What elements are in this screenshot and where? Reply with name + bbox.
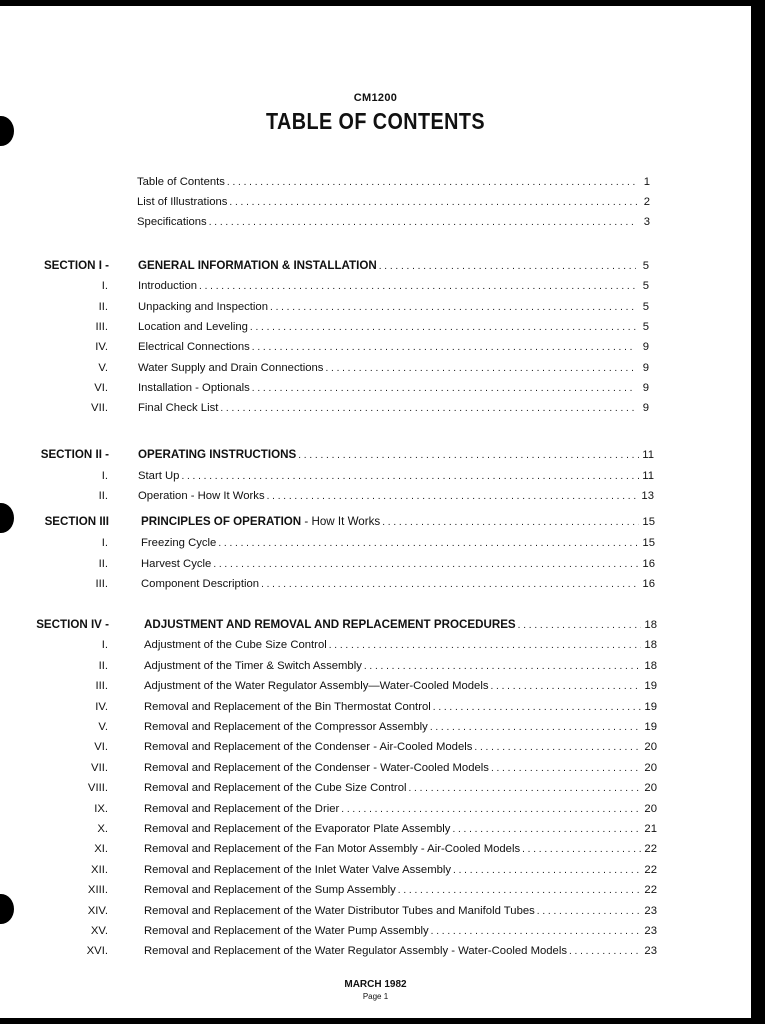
toc-row	[0, 319, 751, 335]
entry-title-text: Removal and Replacement of the Fan Motor Assembly - Air-Cooled Models	[144, 843, 521, 856]
toc-page-number: 20	[644, 761, 657, 774]
leader-dots	[270, 300, 636, 316]
toc-entry	[138, 258, 649, 274]
leader-dots	[431, 924, 642, 940]
toc-page-number: 15	[642, 536, 655, 549]
leader-dots	[229, 195, 637, 211]
entry-title-text: Removal and Replacement of the Drier	[144, 802, 340, 815]
toc-row	[0, 719, 751, 735]
toc-entry	[137, 214, 650, 230]
section-title	[141, 514, 380, 530]
toc-row	[0, 801, 751, 817]
section-label: SECTION I -	[43, 259, 109, 272]
toc-entry-title	[138, 360, 323, 376]
leader-dots	[252, 381, 636, 397]
item-number: VII.	[91, 402, 108, 415]
item-number: VI.	[94, 741, 108, 754]
toc-entry	[144, 760, 657, 776]
toc-row	[0, 841, 751, 857]
toc-page-number: 9	[642, 361, 649, 374]
toc-row	[0, 658, 751, 674]
toc-entry	[141, 535, 655, 551]
leader-dots	[430, 720, 642, 736]
toc-entry	[144, 637, 657, 653]
leader-dots	[218, 536, 639, 552]
entry-title-text: Operation - How It Works	[138, 490, 265, 502]
leader-dots	[250, 320, 636, 336]
item-number: II.	[98, 659, 108, 672]
leader-dots	[267, 489, 639, 505]
leader-dots	[522, 842, 641, 858]
leader-dots	[329, 638, 642, 654]
toc-entry	[138, 400, 649, 416]
toc-row	[0, 468, 751, 484]
toc-page-number: 22	[644, 863, 657, 876]
toc-entry	[138, 380, 649, 396]
toc-page-number: 5	[642, 320, 649, 333]
toc-entry	[144, 780, 657, 796]
toc-entry-title	[144, 719, 428, 735]
leader-dots	[433, 700, 642, 716]
toc-entry-title: Table of Contents	[137, 176, 225, 188]
entry-title-text: Adjustment of the Water Regulator Assembly—Water-Cooled Models	[144, 680, 489, 693]
toc-entry-title	[138, 339, 250, 355]
entry-title-text: Final Check List	[138, 402, 219, 415]
item-number: II.	[98, 300, 108, 313]
toc-entry	[138, 319, 649, 335]
leader-dots	[213, 557, 639, 573]
toc-entry-title	[144, 841, 520, 857]
toc-entry-title: List of Illustrations	[137, 196, 228, 208]
toc-entry	[144, 617, 657, 633]
toc-page-number: 21	[644, 823, 657, 835]
toc-entry-title	[144, 760, 489, 776]
toc-page-number: 19	[644, 680, 657, 693]
item-number: I.	[101, 469, 108, 482]
section-label: SECTION IV -	[36, 618, 109, 631]
toc-row	[0, 903, 751, 919]
entry-title-text: Freezing Cycle	[141, 536, 217, 549]
toc-entry-title	[138, 400, 218, 416]
toc-entry	[141, 556, 655, 572]
leader-dots	[408, 781, 641, 797]
item-number: V.	[98, 721, 108, 733]
toc-page-number: 11	[642, 469, 654, 482]
entry-title-text: Removal and Replacement of the Bin Thermostat Control	[144, 700, 431, 713]
toc-entry-title	[144, 658, 362, 674]
toc-entry-title	[144, 739, 472, 755]
toc-entry-title	[144, 678, 489, 694]
leader-dots	[181, 469, 639, 485]
entry-title-text: Start Up	[138, 469, 180, 482]
toc-entry	[138, 468, 654, 484]
toc-entry-title	[138, 299, 268, 315]
item-number: V.	[98, 361, 108, 374]
entry-title-text: GENERAL INFORMATION & INSTALLATION	[138, 259, 377, 272]
leader-dots	[382, 515, 639, 531]
toc-entry	[144, 801, 657, 817]
entry-title-text: Harvest Cycle	[141, 557, 212, 570]
entry-title-text: Removal and Replacement of the Evaporator Plate Assembly	[144, 823, 451, 835]
toc-entry-title	[141, 535, 216, 551]
toc-entry-title	[144, 862, 451, 878]
toc-page-number: 5	[642, 280, 649, 293]
toc-entry	[138, 339, 649, 355]
toc-row	[0, 488, 751, 504]
leader-dots	[227, 175, 637, 191]
entry-title-text: PRINCIPLES OF OPERATION	[141, 515, 302, 528]
toc-section-row	[0, 447, 751, 463]
item-number: XII.	[91, 863, 108, 876]
toc-entry-title	[141, 576, 259, 592]
toc-row	[0, 339, 751, 355]
toc-entry-title	[144, 923, 429, 939]
section-label: SECTION III	[44, 515, 109, 528]
entry-title-text: Removal and Replacement of the Inlet Water Valve Assembly	[144, 863, 452, 876]
toc-row	[0, 739, 751, 755]
toc-row	[0, 923, 751, 939]
toc-row	[0, 760, 751, 776]
toc-entry-title	[138, 319, 248, 335]
entry-title-text: Adjustment of the Timer & Switch Assembly	[144, 659, 362, 672]
toc-page-number: 5	[642, 300, 649, 313]
toc-entry	[138, 488, 654, 504]
item-number: I.	[101, 280, 108, 293]
entry-title-text: Removal and Replacement of the Water Regulator Assembly - Water-Cooled Models	[144, 945, 567, 958]
toc-row	[0, 943, 751, 959]
toc-entry	[144, 923, 657, 939]
toc-row	[0, 535, 751, 551]
toc-page-number: 11	[642, 449, 654, 461]
toc-entry	[144, 719, 657, 735]
toc-row	[0, 400, 751, 416]
item-number: VII.	[91, 761, 108, 774]
entry-title-text: Location and Leveling	[138, 320, 248, 333]
toc-page-number: 9	[642, 381, 649, 394]
toc-page-number: 22	[644, 884, 657, 897]
toc-row	[0, 699, 751, 715]
toc-page-number: 18	[644, 639, 657, 652]
footer-page-label: Page 1	[362, 992, 389, 1001]
toc-page-number: 23	[644, 945, 657, 958]
toc-section-row	[0, 258, 751, 274]
leader-dots	[474, 740, 641, 756]
toc-page-number: 18	[644, 619, 657, 631]
section-label: SECTION II -	[40, 448, 109, 461]
entry-title-text: Unpacking and Inspection	[138, 300, 269, 313]
entry-title-text: Removal and Replacement of the Compressor Assembly	[144, 721, 428, 733]
toc-entry	[141, 576, 655, 592]
item-number: III.	[95, 578, 108, 591]
item-number: XVI.	[86, 945, 108, 958]
leader-dots	[364, 659, 642, 675]
leader-dots	[569, 944, 641, 960]
page-title: TABLE OF CONTENTS	[265, 108, 486, 134]
toc-page-number: 22	[644, 843, 657, 856]
entry-title-text: Adjustment of the Cube Size Control	[144, 639, 327, 652]
toc-entry	[144, 943, 657, 959]
toc-page-number: 16	[642, 557, 655, 570]
toc-entry	[144, 862, 657, 878]
section-title	[138, 447, 296, 463]
toc-row	[0, 299, 751, 315]
toc-section-row	[0, 514, 751, 530]
toc-page-number: 2	[643, 196, 650, 208]
leader-dots	[379, 259, 636, 275]
item-number: XIV.	[87, 904, 108, 917]
entry-title-text: Removal and Replacement of the Water Distributor Tubes and Manifold Tubes	[144, 904, 535, 917]
toc-entry	[138, 447, 654, 463]
toc-entry	[144, 658, 657, 674]
entry-title-text: ADJUSTMENT AND REMOVAL AND REPLACEMENT PROCEDURES	[144, 618, 516, 631]
leader-dots	[220, 401, 636, 417]
document-code: CM1200	[353, 92, 398, 104]
item-number: X.	[97, 823, 108, 835]
entry-title-text: Removal and Replacement of the Cube Size Control	[144, 782, 407, 795]
toc-section-row	[0, 617, 751, 633]
toc-entry-title	[138, 380, 250, 396]
leader-dots	[325, 361, 636, 377]
leader-dots	[537, 904, 642, 920]
item-number: II.	[98, 557, 108, 570]
entry-title-text: OPERATING INSTRUCTIONS	[138, 448, 297, 461]
leader-dots	[261, 577, 639, 593]
leader-dots	[398, 883, 642, 899]
toc-row-front	[0, 214, 751, 230]
toc-entry	[144, 841, 657, 857]
section-title	[144, 617, 516, 633]
toc-page-number: 19	[644, 700, 657, 713]
toc-entry-title	[144, 699, 431, 715]
toc-entry	[144, 739, 657, 755]
toc-row	[0, 380, 751, 396]
item-number: I.	[101, 639, 108, 652]
leader-dots	[298, 448, 639, 464]
toc-entry	[144, 678, 657, 694]
entry-title-text: Removal and Replacement of the Condenser - Water-Cooled Models	[144, 761, 489, 774]
toc-entry-title	[144, 821, 450, 837]
leader-dots	[491, 761, 641, 777]
toc-page-number: 9	[642, 341, 649, 354]
toc-entry	[138, 360, 649, 376]
leader-dots	[453, 863, 641, 879]
item-number: IX.	[94, 802, 108, 815]
toc-page-number: 18	[644, 659, 657, 672]
entry-title-text: Introduction	[138, 280, 198, 293]
toc-row	[0, 576, 751, 592]
leader-dots	[199, 279, 636, 295]
toc-page-number: 5	[642, 260, 649, 272]
leader-dots	[252, 340, 636, 356]
toc-row-front	[0, 174, 751, 190]
leader-dots	[518, 618, 642, 634]
toc-entry-title	[144, 903, 535, 919]
section-title	[138, 258, 377, 274]
toc-page-number: 15	[642, 516, 655, 528]
toc-entry	[144, 699, 657, 715]
toc-entry	[137, 174, 650, 190]
toc-page-number: 19	[644, 721, 657, 733]
toc-page-number: 23	[644, 925, 657, 937]
entry-title-text: Removal and Replacement of the Sump Assembly	[144, 884, 396, 897]
entry-title-text: Removal and Replacement of the Water Pump Assembly	[144, 925, 429, 937]
document-page	[0, 6, 751, 1018]
toc-page-number: 9	[642, 402, 649, 415]
toc-entry-title: Specifications	[137, 216, 207, 228]
item-number: I.	[101, 536, 108, 549]
toc-row	[0, 882, 751, 898]
toc-entry-title	[144, 801, 339, 817]
item-number: III.	[95, 320, 108, 333]
toc-row	[0, 278, 751, 294]
item-number: IV.	[95, 341, 108, 354]
toc-page-number: 23	[644, 904, 657, 917]
item-number: II.	[98, 490, 108, 502]
item-number: VIII.	[87, 782, 108, 795]
toc-row	[0, 862, 751, 878]
toc-entry	[144, 821, 657, 837]
toc-page-number: 20	[644, 782, 657, 795]
entry-title-text: Electrical Connections	[138, 341, 250, 354]
toc-page-number: 1	[643, 176, 650, 188]
toc-row-front	[0, 194, 751, 210]
footer-date: MARCH 1982	[344, 979, 407, 990]
toc-page-number: 13	[641, 490, 654, 502]
item-number: IV.	[95, 700, 108, 713]
toc-page-number: 3	[643, 216, 650, 228]
toc-entry-title	[141, 556, 211, 572]
toc-row	[0, 556, 751, 572]
toc-entry	[138, 278, 649, 294]
item-number: XI.	[94, 843, 108, 856]
toc-row	[0, 637, 751, 653]
leader-dots	[209, 215, 637, 231]
toc-row	[0, 360, 751, 376]
toc-entry-title	[144, 943, 567, 959]
toc-entry	[138, 299, 649, 315]
section-subtitle: - How It Works	[301, 515, 381, 528]
toc-row	[0, 821, 751, 837]
item-number: III.	[95, 680, 108, 693]
toc-entry-title	[138, 488, 265, 504]
entry-title-text: Water Supply and Drain Connections	[138, 361, 324, 374]
toc-row	[0, 678, 751, 694]
toc-entry	[144, 882, 657, 898]
toc-page-number: 20	[644, 741, 657, 754]
toc-entry-title	[144, 637, 327, 653]
toc-entry-title	[144, 780, 406, 796]
leader-dots	[491, 679, 642, 695]
toc-entry-title	[138, 278, 197, 294]
toc-entry	[141, 514, 655, 530]
toc-page-number: 20	[644, 802, 657, 815]
item-number: XIII.	[87, 884, 108, 897]
entry-title-text: Component Description	[141, 578, 260, 591]
leader-dots	[452, 822, 641, 838]
toc-page-number: 16	[642, 578, 655, 591]
item-number: VI.	[94, 381, 108, 394]
item-number: XV.	[90, 925, 108, 937]
entry-title-text: Installation - Optionals	[138, 381, 250, 394]
toc-row	[0, 780, 751, 796]
leader-dots	[341, 802, 641, 818]
entry-title-text: Removal and Replacement of the Condenser - Air-Cooled Models	[144, 741, 473, 754]
binder-hole	[0, 116, 14, 146]
toc-entry	[144, 903, 657, 919]
toc-entry-title	[138, 468, 179, 484]
toc-entry-title	[144, 882, 396, 898]
toc-entry	[137, 194, 650, 210]
